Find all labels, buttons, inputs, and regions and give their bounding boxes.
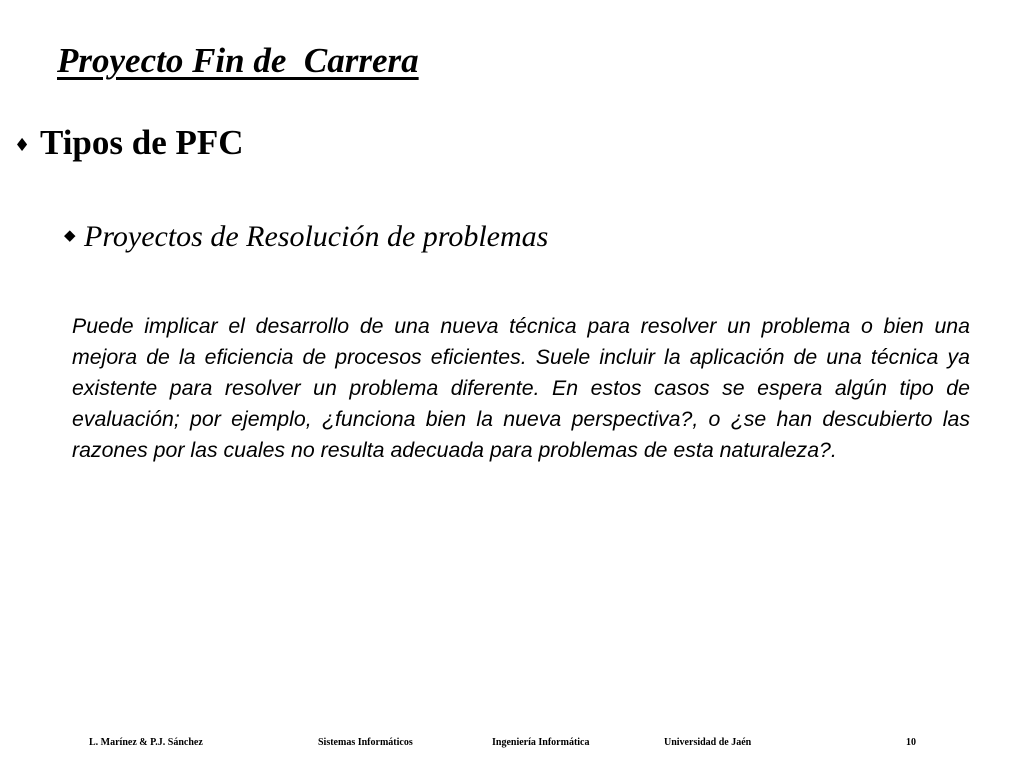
subsection-heading: Proyectos de Resolución de problemas (84, 220, 549, 253)
body-paragraph: Puede implicar el desarrollo de una nueva técnica para resolver un problema o bien una mejora de la eficiencia de procesos eficientes. Suele incluir la aplicación de una técnica ya existente para resolver un problema diferente. En estos casos se espera algún tipo de evaluación; por ejemplo, ¿funciona bien la nueva perspectiva?, o ¿se han descubierto las razones por las cuales no resulta adecuada para problemas de esta naturaleza?. (72, 314, 970, 462)
slide-title: Proyecto Fin de Carrera (57, 41, 419, 80)
diamond-bullet-icon: ♦ (14, 135, 31, 157)
footer-degree: Ingeniería Informática (492, 737, 590, 748)
bullet-level-1 (14, 122, 244, 164)
footer (0, 737, 1024, 751)
footer-authors: L. Marínez & P.J. Sánchez (89, 737, 203, 748)
bullet-level-2 (64, 219, 548, 255)
diamond-bullet-icon: ◆ (64, 226, 76, 244)
section-heading: Tipos de PFC (40, 123, 244, 162)
page-number: 10 (906, 737, 916, 748)
footer-university: Universidad de Jaén (664, 737, 752, 748)
footer-course: Sistemas Informáticos (318, 737, 413, 748)
